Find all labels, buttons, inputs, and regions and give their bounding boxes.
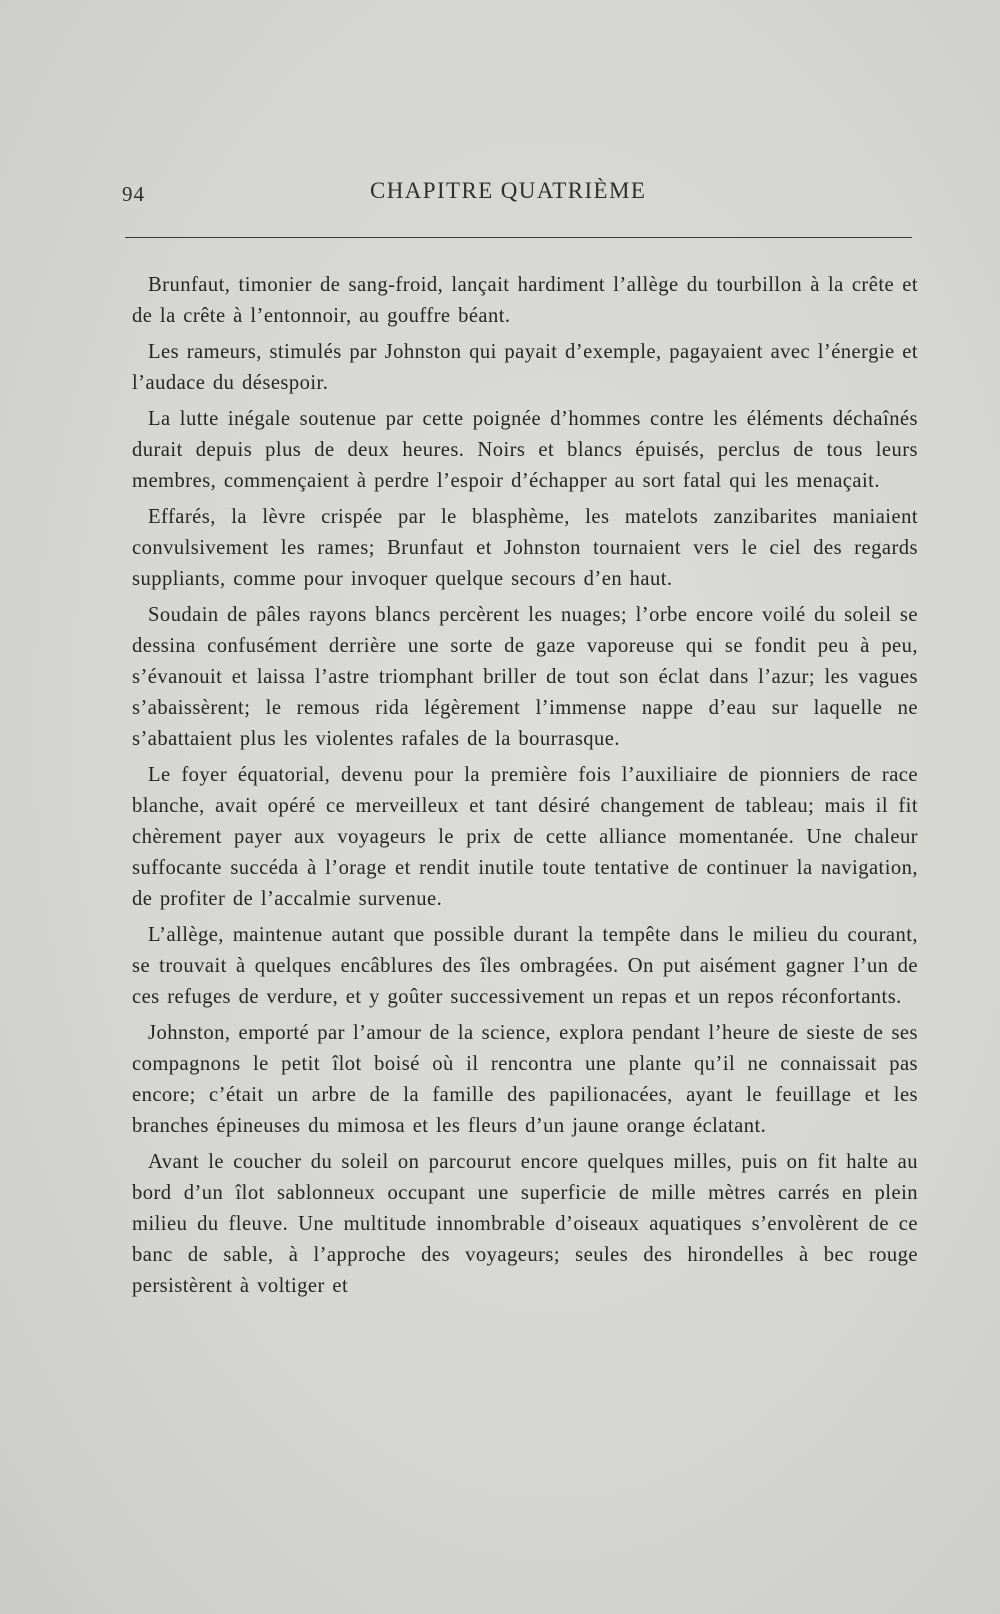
paragraph: Les rameurs, stimulés par Johnston qui payait d’exemple, pagayaient avec l’énergie et l’audace du désespoir. (132, 341, 918, 394)
paragraph: Johnston, emporté par l’amour de la science, explora pendant l’heure de sieste de ses compagnons le petit îlot boisé où il rencontra une plante qu’il ne connaissait pas encore; c’était un arbre de la famille des papilionacées, ayant le feuillage et les branches épineuses du mimosa et les fleurs d’un jaune orange éclatant. (132, 1022, 918, 1137)
paragraph: Soudain de pâles rayons blancs percèrent les nuages; l’orbe encore voilé du soleil se dessina confusément derrière une sorte de gaze vaporeuse qui se fondit peu à peu, s’évanouit et laissa l’astre triomphant briller de tout son éclat dans l’azur; les vagues s’abaissèrent; le remous rida légèrement l’immense nappe d’eau sur laquelle ne s’abattaient plus les violentes rafales de la bourrasque. (132, 604, 918, 750)
paragraph: Brunfaut, timonier de sang-froid, lançait hardiment l’allège du tourbillon à la crête et de la crête à l’entonnoir, au gouffre béant. (132, 274, 918, 327)
paragraph: Avant le coucher du soleil on parcourut encore quelques milles, puis on fit halte au bord d’un îlot sablonneux occupant une superficie de mille mètres carrés en plein milieu du fleuve. Une multitude innombrable d’oiseaux aquatiques s’envolèrent de ce banc de sable, à l’approche des voyageurs; seules des hirondelles à bec rouge persistèrent à voltiger et (132, 1151, 918, 1297)
header-rule (125, 237, 912, 238)
paragraph: L’allège, maintenue autant que possible durant la tempête dans le milieu du courant, se trouvait à quelques encâblures des îles ombragées. On put aisément gagner l’un de ces refuges de verdure, et y goûter successivement un repas et un repos réconfortants. (132, 924, 918, 1008)
paragraph: Le foyer équatorial, devenu pour la première fois l’auxiliaire de pionniers de race blanche, avait opéré ce merveilleux et tant désiré changement de tableau; mais il fit chèrement payer aux voyageurs le prix de cette alliance momentanée. Une chaleur suffocante succéda à l’orage et rendit inutile toute tentative de continuer la navigation, de profiter de l’accalmie survenue. (132, 764, 918, 910)
chapter-title: CHAPITRE QUATRIÈME (370, 178, 647, 203)
body-text (132, 270, 918, 1307)
paragraph: Effarés, la lèvre crispée par le blasphème, les matelots zanzibarites maniaient convulsivement les rames; Brunfaut et Johnston tournaient vers le ciel des regards suppliants, comme pour invoquer quelque secours d’en haut. (132, 506, 918, 590)
running-head (0, 172, 1000, 212)
page-number: 94 (122, 182, 145, 206)
paragraph: La lutte inégale soutenue par cette poignée d’hommes contre les éléments déchaînés durait depuis plus de deux heures. Noirs et blancs épuisés, perclus de tous leurs membres, commençaient à perdre l’espoir d’échapper au sort fatal qui les menaçait. (132, 408, 918, 492)
